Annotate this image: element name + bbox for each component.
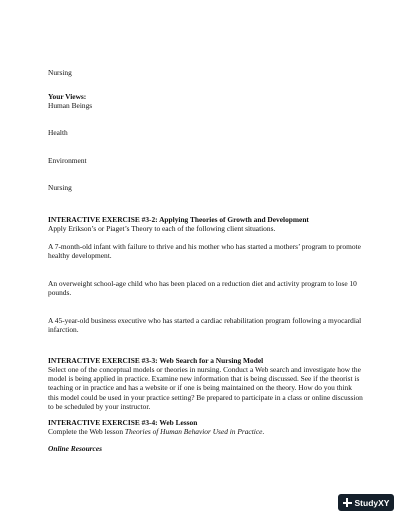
exercise-3-2-situation-2: An overweight school-age child who has been placed on a reduction diet and activity program to lose 10 pounds. (48, 279, 357, 298)
exercise-3-4-body (48, 427, 364, 436)
exercise-3-3-body: Select one of the conceptual models or theories in nursing. Conduct a Web search and investigate how the model is being applied in practice. Examine new information that is being discussed. See if the theorist is teaching or in practice and has a website or if one is being maintained on the theory. How do you think this model could be used in your practice setting? Be prepared to participate in a class or online discussion to be scheduled by your instructor. (48, 365, 363, 411)
nursing-label: Nursing (48, 183, 72, 192)
studyxy-brand-name: StudyXY (354, 497, 390, 508)
nursing-label-top: Nursing (48, 68, 72, 77)
human-beings-label: Human Beings (48, 101, 93, 110)
exercise-3-2-heading: INTERACTIVE EXERCISE #3-2: Applying Theories of Growth and Development (48, 215, 309, 224)
environment-label: Environment (48, 156, 87, 165)
web-lesson-prefix: Complete the Web lesson (48, 427, 125, 436)
plus-icon (343, 498, 352, 507)
web-lesson-title: Theories of Human Behavior Used in Practice (124, 427, 263, 436)
exercise-3-2-situation-3: A 45-year-old business executive who has started a cardiac rehabilitation program following a myocardial infarction. (48, 316, 362, 335)
exercise-3-2-situation-1: A 7-month-old infant with failure to thrive and his mother who has started a mothers’ program to promote healthy development. (48, 242, 361, 261)
exercise-3-4-heading: INTERACTIVE EXERCISE #3-4: Web Lesson (48, 418, 198, 427)
web-lesson-suffix: . (262, 427, 265, 436)
exercise-3-2-instruction: Apply Erikson’s or Piaget’s Theory to each of the following client situations. (48, 224, 276, 233)
studyxy-badge[interactable] (338, 494, 394, 511)
health-label: Health (48, 128, 68, 137)
your-views-heading: Your Views: (48, 92, 87, 101)
online-resources-heading: Online Resources (48, 444, 102, 453)
exercise-3-3-heading: INTERACTIVE EXERCISE #3-3: Web Search for a Nursing Model (48, 356, 264, 365)
